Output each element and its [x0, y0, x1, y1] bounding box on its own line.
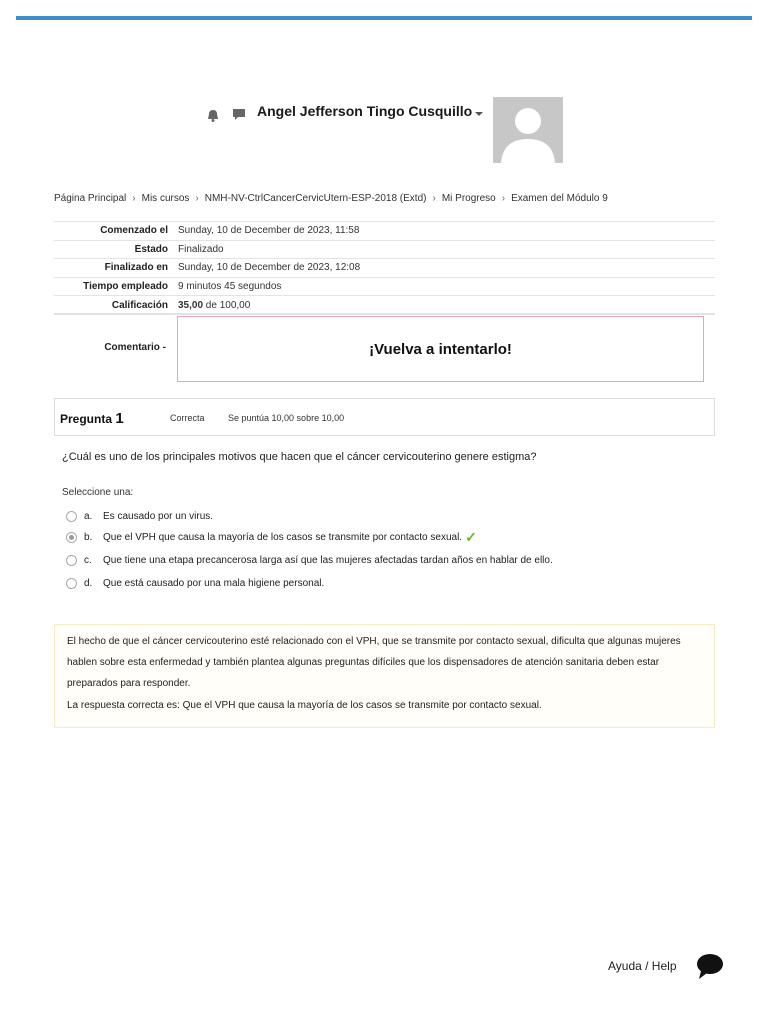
breadcrumb [54, 193, 608, 204]
question-score: Se puntúa 10,00 sobre 10,00 [228, 413, 345, 423]
chat-icon[interactable] [231, 106, 247, 122]
question-header [54, 398, 715, 436]
help-link[interactable]: Ayuda / Help [608, 959, 677, 973]
chevron-right-icon: › [432, 193, 436, 204]
attempt-summary-table [54, 221, 715, 315]
summary-value: Finalizado [172, 240, 715, 259]
checkmark-icon: ✓ [465, 529, 477, 545]
summary-row-state [54, 240, 715, 259]
answer-option-c[interactable] [66, 552, 553, 568]
top-accent-bar [16, 16, 752, 20]
breadcrumb-item-course[interactable]: NMH-NV-CtrlCancerCervicUtern-ESP-2018 (Extd) [204, 193, 427, 204]
summary-row-started [54, 222, 715, 241]
summary-value: 9 minutos 45 segundos [172, 277, 715, 296]
chat-bubble-icon[interactable] [695, 952, 725, 980]
summary-row-time [54, 277, 715, 296]
bell-icon[interactable] [205, 107, 221, 123]
answer-text: Que el VPH que causa la mayoría de los casos se transmite por contacto sexual. [103, 531, 463, 543]
question-text: ¿Cuál es uno de los principales motivos que hacen que el cáncer cervicouterino genere estigma? [62, 451, 537, 463]
summary-value: Sunday, 10 de December de 2023, 12:08 [172, 259, 715, 278]
summary-value [172, 296, 715, 315]
avatar-icon [493, 97, 563, 163]
answer-letter: d. [84, 577, 93, 589]
comment-label: Comentario - [104, 342, 166, 353]
correct-answer-text: La respuesta correcta es: Que el VPH que causa la mayoría de los casos se transmite por contacto sexual. [67, 700, 542, 711]
general-feedback: El hecho de que el cáncer cervicouterino esté relacionado con el VPH, que se transmite por contacto sexual, dificulta que algunas mujeres hablen sobre esta enfermedad y también plantea algunas preguntas difíciles que los dispensadores de atención sanitaria deben estar preparados para responder. [67, 636, 681, 689]
summary-value: Sunday, 10 de December de 2023, 11:58 [172, 222, 715, 241]
grade-suffix: de 100,00 [203, 299, 251, 311]
chevron-right-icon: › [501, 193, 506, 204]
feedback-box [54, 624, 715, 728]
radio-button[interactable] [66, 555, 77, 566]
comment-row [54, 313, 715, 385]
user-name[interactable]: Angel Jefferson Tingo Cusquillo [257, 103, 473, 119]
summary-label: Calificación [54, 296, 172, 315]
radio-button-selected[interactable] [66, 532, 77, 543]
radio-button[interactable] [66, 511, 77, 522]
user-menu-area [205, 97, 565, 163]
comment-text: ¡Vuelva a intentarlo! [369, 341, 512, 358]
answer-text: Que tiene una etapa precancerosa larga así que las mujeres afectadas tardan años en hablar de ello. [103, 554, 553, 566]
answer-letter: a. [84, 510, 93, 522]
answer-text: Es causado por un virus. [103, 510, 214, 522]
answer-option-d[interactable] [66, 575, 324, 591]
avatar[interactable] [493, 97, 563, 163]
breadcrumb-item-home[interactable]: Página Principal [54, 193, 127, 204]
answer-letter: b. [84, 531, 93, 543]
summary-label: Comenzado el [54, 222, 172, 241]
question-label: Pregunta [60, 412, 113, 426]
question-prompt: Seleccione una: [62, 487, 134, 498]
summary-row-grade [54, 296, 715, 315]
summary-label: Tiempo empleado [54, 277, 172, 296]
answer-option-a[interactable] [66, 508, 213, 524]
summary-label: Estado [54, 240, 172, 259]
summary-row-finished [54, 259, 715, 278]
grade-value: 35,00 [178, 299, 204, 311]
chevron-right-icon: › [195, 193, 199, 204]
answer-option-b[interactable] [66, 529, 477, 545]
answer-text: Que está causado por una mala higiene personal. [103, 577, 325, 589]
question-number: 1 [115, 410, 124, 427]
breadcrumb-item-progress[interactable]: Mi Progreso [441, 193, 496, 204]
question-state: Correcta [170, 413, 205, 423]
caret-down-icon[interactable] [475, 112, 483, 116]
breadcrumb-item-exam[interactable]: Examen del Módulo 9 [511, 193, 608, 204]
answer-letter: c. [84, 554, 92, 566]
summary-label: Finalizado en [54, 259, 172, 278]
question-title [60, 410, 124, 427]
breadcrumb-item-my-courses[interactable]: Mis cursos [141, 193, 190, 204]
comment-box [177, 316, 704, 382]
chevron-right-icon: › [132, 193, 136, 204]
radio-button[interactable] [66, 578, 77, 589]
